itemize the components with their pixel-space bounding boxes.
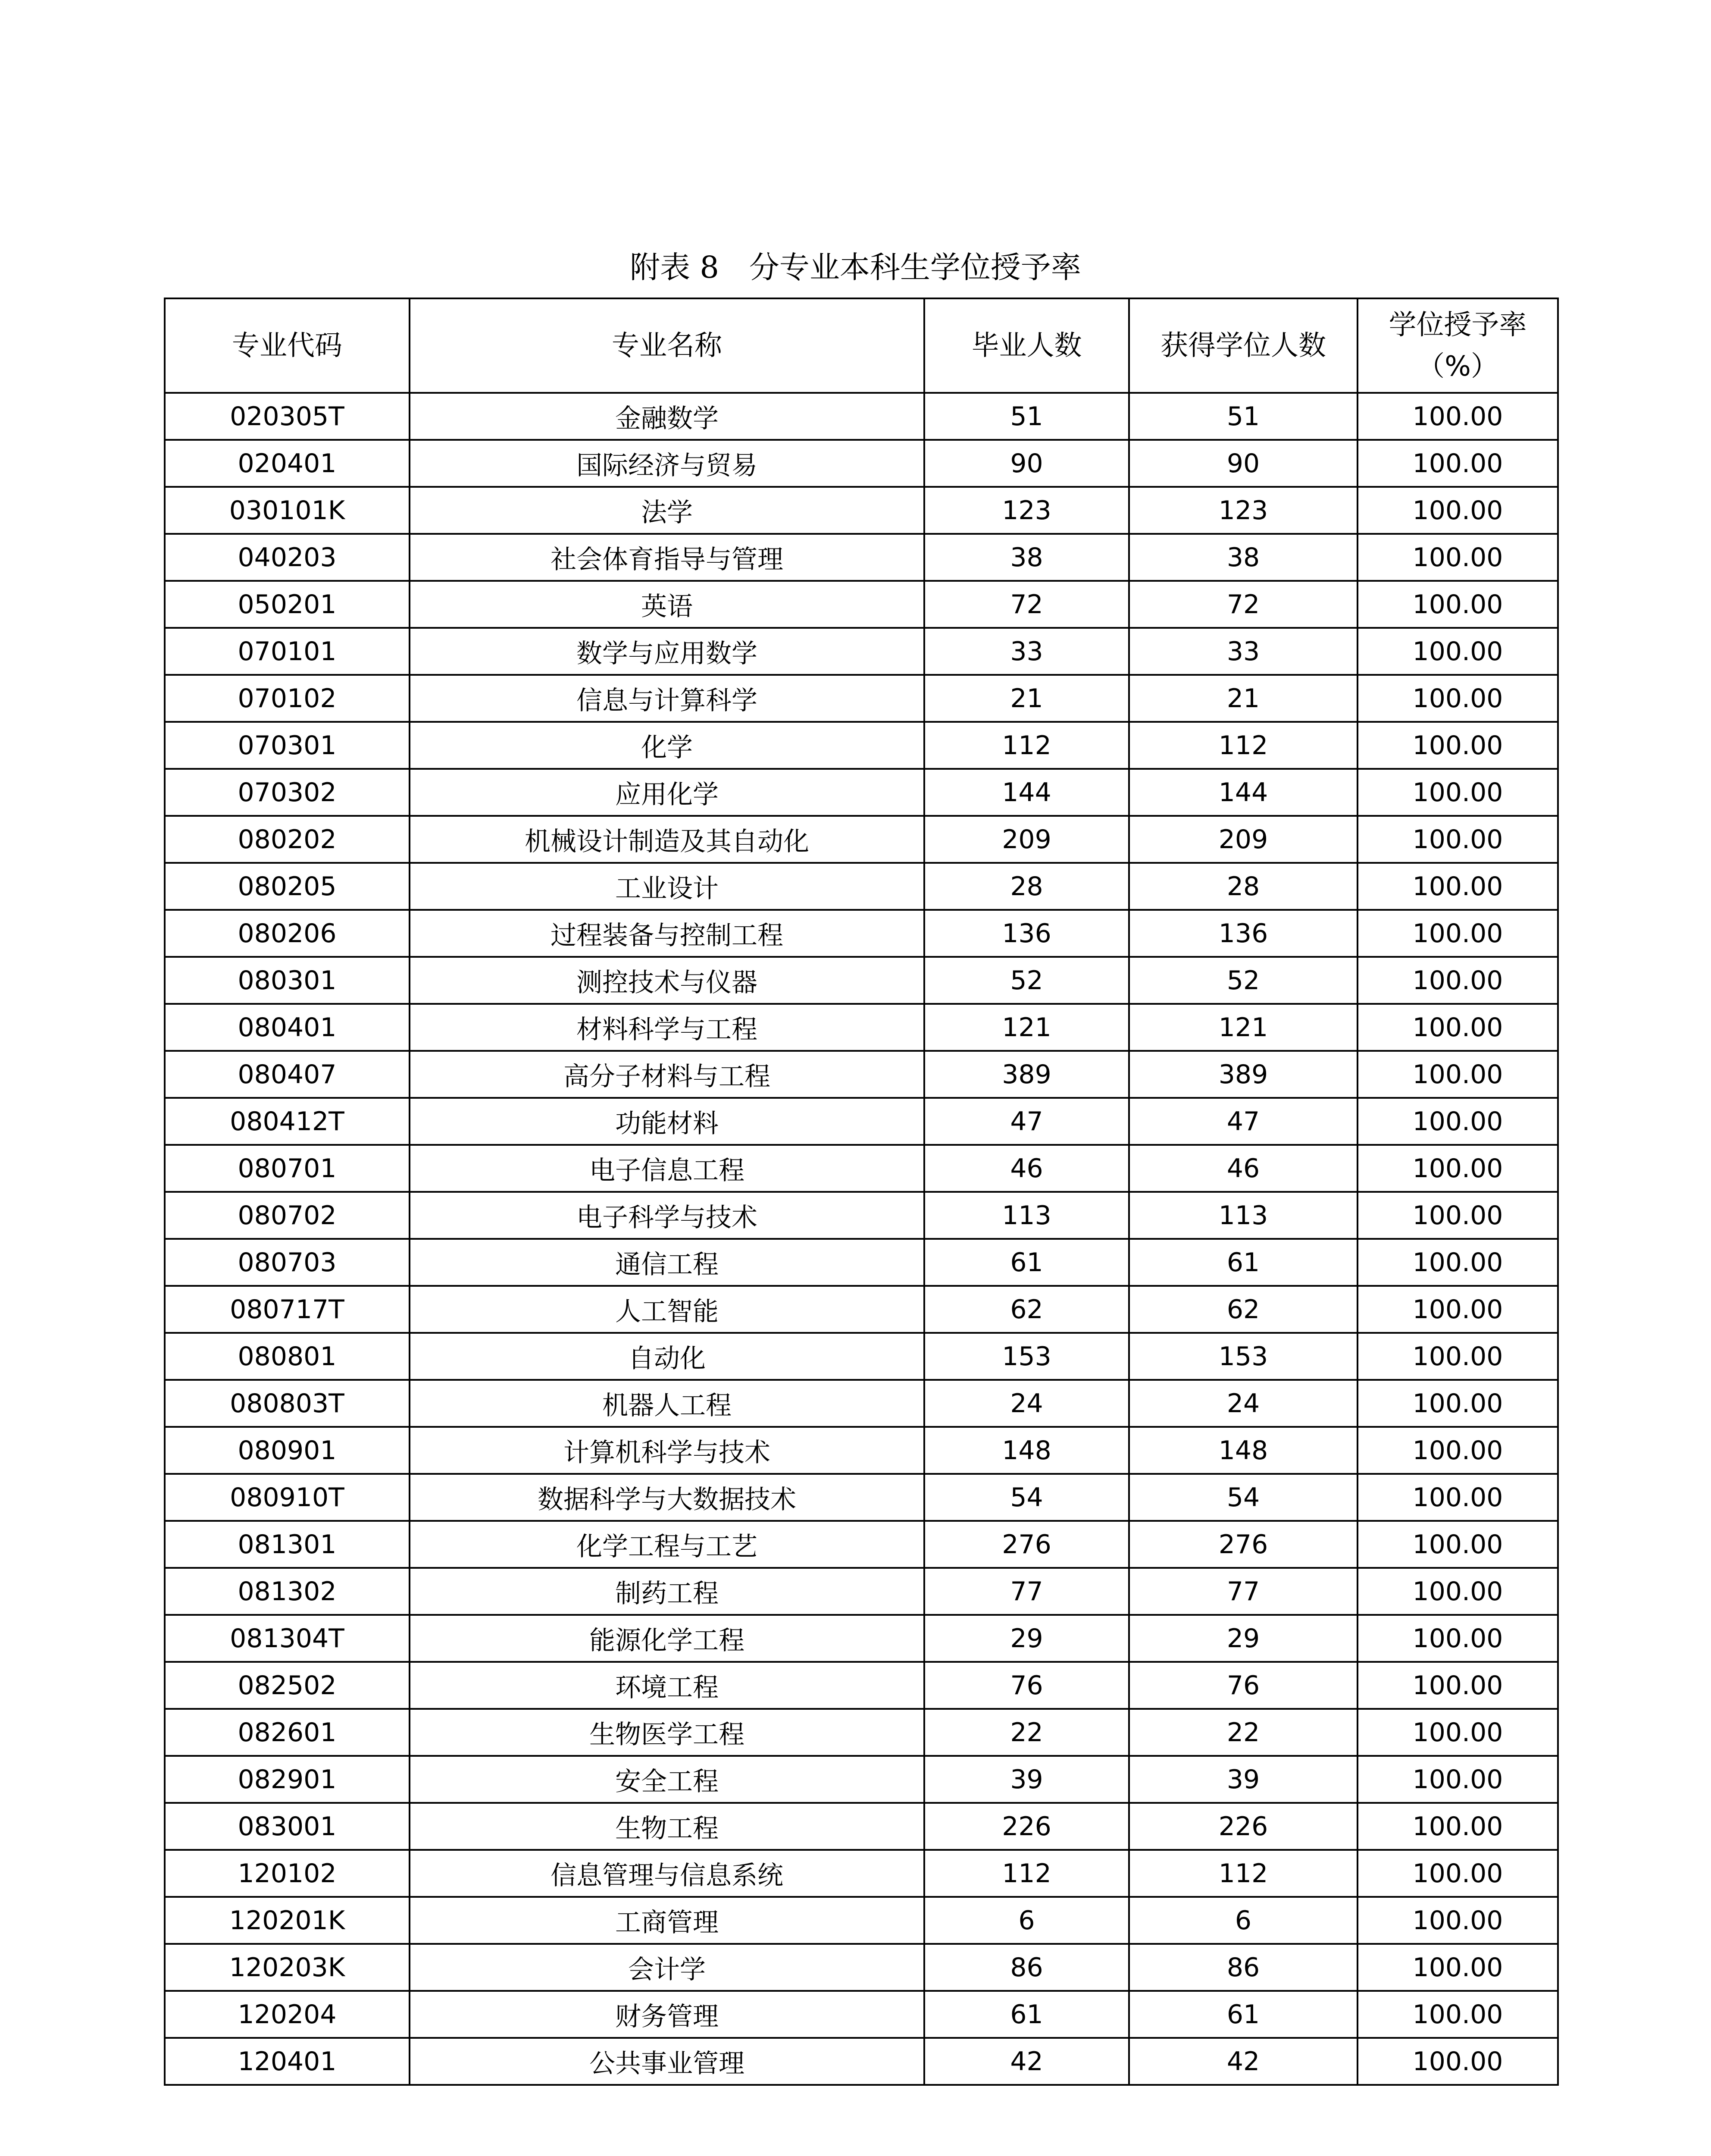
cell-rate: 100.00 <box>1358 534 1558 581</box>
cell-code: 080202 <box>165 816 410 863</box>
cell-rate: 100.00 <box>1358 1662 1558 1709</box>
cell-rate: 100.00 <box>1358 1004 1558 1051</box>
cell-code: 120401 <box>165 2038 410 2085</box>
cell-rate: 100.00 <box>1358 628 1558 675</box>
cell-name: 化学工程与工艺 <box>410 1521 924 1568</box>
cell-rate: 100.00 <box>1358 675 1558 722</box>
cell-rate: 100.00 <box>1358 1286 1558 1333</box>
cell-code: 120201K <box>165 1897 410 1944</box>
cell-code: 080910T <box>165 1474 410 1521</box>
cell-degrees: 76 <box>1129 1662 1358 1709</box>
cell-code: 080205 <box>165 863 410 910</box>
cell-name: 电子信息工程 <box>410 1145 924 1192</box>
cell-code: 120203K <box>165 1944 410 1991</box>
table-row <box>165 1662 1558 1709</box>
header-rate <box>1358 298 1558 393</box>
cell-graduates: 209 <box>924 816 1129 863</box>
cell-degrees: 112 <box>1129 722 1358 769</box>
header-rate-line1: 学位授予率 <box>1389 309 1527 341</box>
cell-graduates: 113 <box>924 1192 1129 1239</box>
cell-name: 计算机科学与技术 <box>410 1427 924 1474</box>
caption-title: 分专业本科生学位授予率 <box>749 250 1081 285</box>
cell-code: 081301 <box>165 1521 410 1568</box>
cell-code: 083001 <box>165 1803 410 1850</box>
header-degrees: 获得学位人数 <box>1129 298 1358 393</box>
table-row <box>165 816 1558 863</box>
cell-degrees: 28 <box>1129 863 1358 910</box>
cell-degrees: 24 <box>1129 1380 1358 1427</box>
table-row <box>165 1004 1558 1051</box>
cell-code: 080703 <box>165 1239 410 1286</box>
cell-degrees: 148 <box>1129 1427 1358 1474</box>
header-name: 专业名称 <box>410 298 924 393</box>
cell-graduates: 226 <box>924 1803 1129 1850</box>
cell-code: 070102 <box>165 675 410 722</box>
cell-name: 测控技术与仪器 <box>410 957 924 1004</box>
cell-graduates: 389 <box>924 1051 1129 1098</box>
cell-degrees: 90 <box>1129 440 1358 487</box>
cell-name: 通信工程 <box>410 1239 924 1286</box>
cell-code: 020305T <box>165 393 410 440</box>
cell-degrees: 77 <box>1129 1568 1358 1615</box>
cell-name: 会计学 <box>410 1944 924 1991</box>
cell-graduates: 61 <box>924 1991 1129 2038</box>
cell-degrees: 42 <box>1129 2038 1358 2085</box>
cell-name: 安全工程 <box>410 1756 924 1803</box>
cell-graduates: 42 <box>924 2038 1129 2085</box>
header-row <box>165 298 1558 393</box>
table-row <box>165 1474 1558 1521</box>
cell-name: 人工智能 <box>410 1286 924 1333</box>
table-row <box>165 1756 1558 1803</box>
cell-name: 化学 <box>410 722 924 769</box>
cell-degrees: 39 <box>1129 1756 1358 1803</box>
cell-degrees: 22 <box>1129 1709 1358 1756</box>
cell-rate: 100.00 <box>1358 487 1558 534</box>
table-row <box>165 1709 1558 1756</box>
cell-rate: 100.00 <box>1358 1333 1558 1380</box>
table-caption <box>0 248 1711 287</box>
table-row <box>165 769 1558 816</box>
cell-degrees: 51 <box>1129 393 1358 440</box>
cell-degrees: 33 <box>1129 628 1358 675</box>
table-row <box>165 957 1558 1004</box>
cell-name: 公共事业管理 <box>410 2038 924 2085</box>
cell-graduates: 52 <box>924 957 1129 1004</box>
cell-name: 国际经济与贸易 <box>410 440 924 487</box>
table-row <box>165 534 1558 581</box>
table-row <box>165 440 1558 487</box>
cell-degrees: 61 <box>1129 1239 1358 1286</box>
cell-code: 040203 <box>165 534 410 581</box>
cell-code: 080412T <box>165 1098 410 1145</box>
cell-code: 081304T <box>165 1615 410 1662</box>
cell-code: 080701 <box>165 1145 410 1192</box>
cell-graduates: 144 <box>924 769 1129 816</box>
cell-name: 能源化学工程 <box>410 1615 924 1662</box>
cell-degrees: 153 <box>1129 1333 1358 1380</box>
cell-rate: 100.00 <box>1358 1474 1558 1521</box>
cell-rate: 100.00 <box>1358 816 1558 863</box>
cell-graduates: 33 <box>924 628 1129 675</box>
cell-graduates: 54 <box>924 1474 1129 1521</box>
cell-degrees: 113 <box>1129 1192 1358 1239</box>
cell-rate: 100.00 <box>1358 440 1558 487</box>
cell-rate: 100.00 <box>1358 1944 1558 1991</box>
cell-graduates: 112 <box>924 722 1129 769</box>
cell-degrees: 144 <box>1129 769 1358 816</box>
table-row <box>165 1944 1558 1991</box>
cell-code: 082601 <box>165 1709 410 1756</box>
table-row <box>165 487 1558 534</box>
cell-code: 082502 <box>165 1662 410 1709</box>
cell-name: 数据科学与大数据技术 <box>410 1474 924 1521</box>
table-row <box>165 628 1558 675</box>
cell-name: 生物工程 <box>410 1803 924 1850</box>
table-row <box>165 1568 1558 1615</box>
header-code: 专业代码 <box>165 298 410 393</box>
cell-code: 020401 <box>165 440 410 487</box>
cell-code: 070101 <box>165 628 410 675</box>
table-row <box>165 910 1558 957</box>
table-row <box>165 1850 1558 1897</box>
cell-graduates: 112 <box>924 1850 1129 1897</box>
cell-code: 080206 <box>165 910 410 957</box>
cell-rate: 100.00 <box>1358 1427 1558 1474</box>
cell-rate: 100.00 <box>1358 863 1558 910</box>
cell-rate: 100.00 <box>1358 1192 1558 1239</box>
cell-name: 材料科学与工程 <box>410 1004 924 1051</box>
table-row <box>165 1286 1558 1333</box>
cell-rate: 100.00 <box>1358 1239 1558 1286</box>
cell-name: 环境工程 <box>410 1662 924 1709</box>
cell-name: 法学 <box>410 487 924 534</box>
cell-code: 050201 <box>165 581 410 628</box>
cell-graduates: 136 <box>924 910 1129 957</box>
cell-graduates: 77 <box>924 1568 1129 1615</box>
cell-code: 081302 <box>165 1568 410 1615</box>
cell-graduates: 51 <box>924 393 1129 440</box>
table-row <box>165 393 1558 440</box>
cell-code: 080407 <box>165 1051 410 1098</box>
cell-code: 080901 <box>165 1427 410 1474</box>
cell-graduates: 38 <box>924 534 1129 581</box>
cell-rate: 100.00 <box>1358 1850 1558 1897</box>
cell-rate: 100.00 <box>1358 1756 1558 1803</box>
degree-rate-table <box>164 298 1559 2086</box>
table-row <box>165 1098 1558 1145</box>
table-row <box>165 2038 1558 2085</box>
cell-graduates: 28 <box>924 863 1129 910</box>
cell-rate: 100.00 <box>1358 2038 1558 2085</box>
cell-rate: 100.00 <box>1358 1380 1558 1427</box>
table-row <box>165 581 1558 628</box>
cell-name: 自动化 <box>410 1333 924 1380</box>
cell-degrees: 86 <box>1129 1944 1358 1991</box>
cell-degrees: 136 <box>1129 910 1358 957</box>
cell-degrees: 112 <box>1129 1850 1358 1897</box>
cell-code: 030101K <box>165 487 410 534</box>
cell-graduates: 47 <box>924 1098 1129 1145</box>
cell-graduates: 72 <box>924 581 1129 628</box>
table-row <box>165 1427 1558 1474</box>
cell-rate: 100.00 <box>1358 910 1558 957</box>
table-row <box>165 1192 1558 1239</box>
table-row <box>165 1991 1558 2038</box>
cell-name: 功能材料 <box>410 1098 924 1145</box>
cell-degrees: 62 <box>1129 1286 1358 1333</box>
cell-graduates: 24 <box>924 1380 1129 1427</box>
cell-degrees: 21 <box>1129 675 1358 722</box>
cell-degrees: 29 <box>1129 1615 1358 1662</box>
header-graduates: 毕业人数 <box>924 298 1129 393</box>
cell-degrees: 38 <box>1129 534 1358 581</box>
cell-code: 082901 <box>165 1756 410 1803</box>
cell-graduates: 153 <box>924 1333 1129 1380</box>
cell-degrees: 389 <box>1129 1051 1358 1098</box>
cell-graduates: 39 <box>924 1756 1129 1803</box>
cell-code: 080301 <box>165 957 410 1004</box>
cell-rate: 100.00 <box>1358 1897 1558 1944</box>
cell-name: 英语 <box>410 581 924 628</box>
cell-rate: 100.00 <box>1358 769 1558 816</box>
cell-name: 电子科学与技术 <box>410 1192 924 1239</box>
cell-degrees: 121 <box>1129 1004 1358 1051</box>
cell-degrees: 47 <box>1129 1098 1358 1145</box>
cell-code: 120102 <box>165 1850 410 1897</box>
cell-graduates: 22 <box>924 1709 1129 1756</box>
cell-code: 070302 <box>165 769 410 816</box>
header-rate-line2: （%） <box>1417 350 1498 382</box>
cell-name: 金融数学 <box>410 393 924 440</box>
cell-graduates: 86 <box>924 1944 1129 1991</box>
cell-graduates: 29 <box>924 1615 1129 1662</box>
cell-name: 信息管理与信息系统 <box>410 1850 924 1897</box>
cell-name: 应用化学 <box>410 769 924 816</box>
cell-name: 财务管理 <box>410 1991 924 2038</box>
cell-degrees: 46 <box>1129 1145 1358 1192</box>
table-row <box>165 1615 1558 1662</box>
cell-code: 080401 <box>165 1004 410 1051</box>
cell-graduates: 61 <box>924 1239 1129 1286</box>
cell-graduates: 6 <box>924 1897 1129 1944</box>
cell-code: 080702 <box>165 1192 410 1239</box>
cell-name: 高分子材料与工程 <box>410 1051 924 1098</box>
cell-name: 数学与应用数学 <box>410 628 924 675</box>
cell-name: 制药工程 <box>410 1568 924 1615</box>
cell-rate: 100.00 <box>1358 1991 1558 2038</box>
cell-name: 生物医学工程 <box>410 1709 924 1756</box>
cell-graduates: 62 <box>924 1286 1129 1333</box>
cell-rate: 100.00 <box>1358 1615 1558 1662</box>
cell-rate: 100.00 <box>1358 1803 1558 1850</box>
cell-name: 工业设计 <box>410 863 924 910</box>
cell-rate: 100.00 <box>1358 1098 1558 1145</box>
cell-rate: 100.00 <box>1358 1521 1558 1568</box>
table-row <box>165 1333 1558 1380</box>
table-row <box>165 1380 1558 1427</box>
cell-name: 社会体育指导与管理 <box>410 534 924 581</box>
cell-degrees: 54 <box>1129 1474 1358 1521</box>
cell-rate: 100.00 <box>1358 1709 1558 1756</box>
cell-rate: 100.00 <box>1358 1145 1558 1192</box>
table-row <box>165 863 1558 910</box>
table-row <box>165 1897 1558 1944</box>
cell-degrees: 209 <box>1129 816 1358 863</box>
cell-degrees: 72 <box>1129 581 1358 628</box>
cell-degrees: 61 <box>1129 1991 1358 2038</box>
cell-name: 机器人工程 <box>410 1380 924 1427</box>
cell-graduates: 148 <box>924 1427 1129 1474</box>
table-row <box>165 722 1558 769</box>
cell-code: 080803T <box>165 1380 410 1427</box>
table-row <box>165 1239 1558 1286</box>
caption-label: 附表 8 <box>630 250 719 285</box>
cell-rate: 100.00 <box>1358 393 1558 440</box>
cell-rate: 100.00 <box>1358 957 1558 1004</box>
cell-graduates: 123 <box>924 487 1129 534</box>
cell-graduates: 90 <box>924 440 1129 487</box>
cell-degrees: 276 <box>1129 1521 1358 1568</box>
cell-rate: 100.00 <box>1358 722 1558 769</box>
table-row <box>165 1145 1558 1192</box>
cell-name: 过程装备与控制工程 <box>410 910 924 957</box>
cell-degrees: 6 <box>1129 1897 1358 1944</box>
cell-name: 机械设计制造及其自动化 <box>410 816 924 863</box>
table-row <box>165 1803 1558 1850</box>
cell-code: 080801 <box>165 1333 410 1380</box>
cell-name: 信息与计算科学 <box>410 675 924 722</box>
cell-code: 080717T <box>165 1286 410 1333</box>
cell-code: 120204 <box>165 1991 410 2038</box>
cell-rate: 100.00 <box>1358 1568 1558 1615</box>
cell-graduates: 46 <box>924 1145 1129 1192</box>
cell-code: 070301 <box>165 722 410 769</box>
cell-name: 工商管理 <box>410 1897 924 1944</box>
cell-degrees: 123 <box>1129 487 1358 534</box>
cell-rate: 100.00 <box>1358 1051 1558 1098</box>
cell-rate: 100.00 <box>1358 581 1558 628</box>
table-row <box>165 675 1558 722</box>
cell-degrees: 52 <box>1129 957 1358 1004</box>
table-row <box>165 1051 1558 1098</box>
table-row <box>165 1521 1558 1568</box>
cell-graduates: 76 <box>924 1662 1129 1709</box>
cell-degrees: 226 <box>1129 1803 1358 1850</box>
cell-graduates: 121 <box>924 1004 1129 1051</box>
cell-graduates: 276 <box>924 1521 1129 1568</box>
cell-graduates: 21 <box>924 675 1129 722</box>
